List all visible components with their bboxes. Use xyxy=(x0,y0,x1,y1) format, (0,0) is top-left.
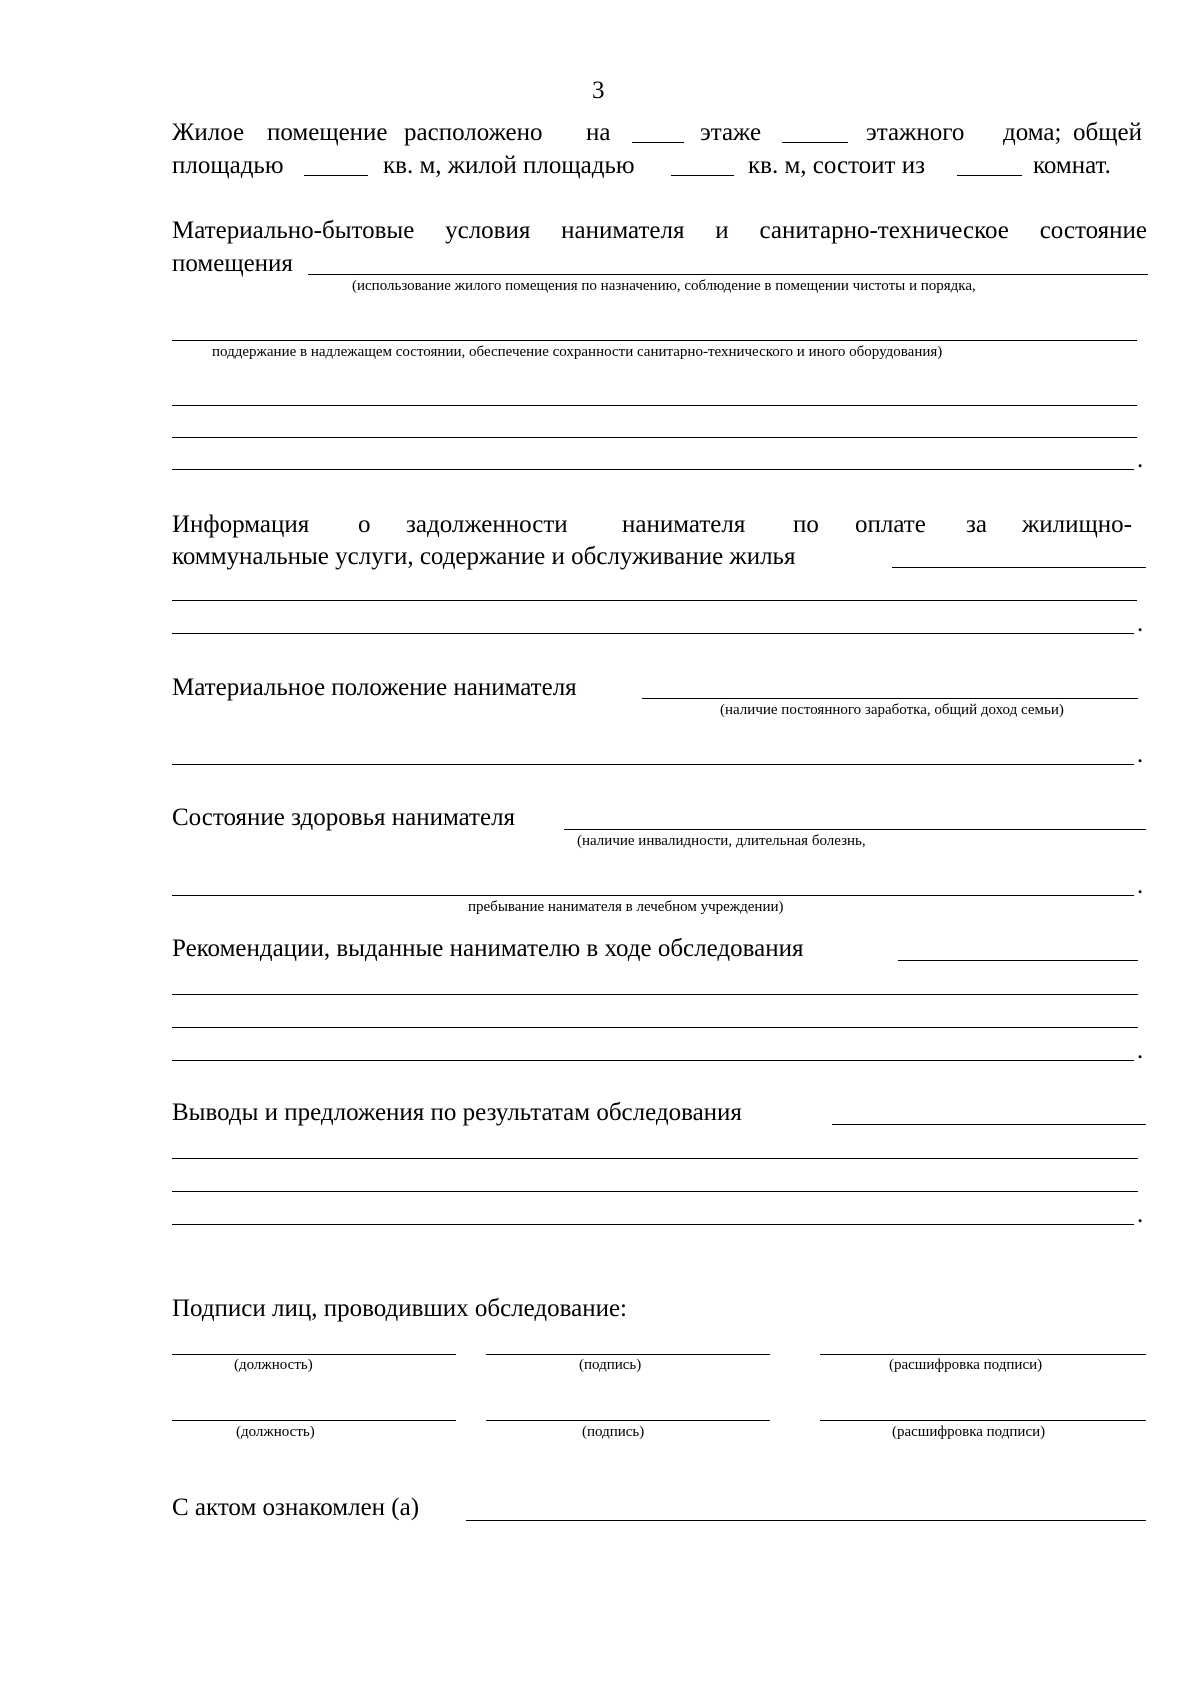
signature-row1-decoding-field[interactable] xyxy=(820,1354,1146,1355)
debt-line1-w5: по xyxy=(793,511,819,538)
debt-line1-w7: за xyxy=(966,511,987,538)
recommendations-label: Рекомендации, выданные нанимателю в ходе обследования xyxy=(172,935,804,962)
dwelling-line2-area-label: площадью xyxy=(172,152,284,179)
debt-line1-w3: задолженности xyxy=(406,511,568,538)
debt-field-1[interactable] xyxy=(892,567,1146,568)
signature-row1-decoding-caption: (расшифровка подписи) xyxy=(889,1357,1043,1373)
dwelling-line1-w1: Жилое xyxy=(172,119,245,146)
dwelling-line1-w2: помещение xyxy=(267,119,388,146)
health-label: Состояние здоровья нанимателя xyxy=(172,804,516,831)
dwelling-line2-end: комнат. xyxy=(1033,152,1111,179)
financial-label: Материальное положение нанимателя xyxy=(172,674,577,701)
conditions-field-1[interactable] xyxy=(308,274,1148,275)
conditions-end-mark: . xyxy=(1137,446,1144,473)
dwelling-line1-w7: дома; xyxy=(1003,119,1062,146)
health-note-1: (наличие инвалидности, длительная болезнь, xyxy=(577,833,866,849)
dwelling-line1-w4: на xyxy=(586,119,611,146)
health-field-1[interactable] xyxy=(564,829,1146,830)
signature-row2-signature-caption: (подпись) xyxy=(582,1424,645,1440)
floor-field[interactable] xyxy=(632,142,684,143)
conditions-note-2: поддержание в надлежащем состоянии, обеспечение сохранности санитарно-технического и иного оборудования) xyxy=(212,344,943,360)
conditions-line1: Материально-бытовые условия нанимателя и санитарно-техническое состояние xyxy=(172,217,1147,244)
signature-row1-signature-field[interactable] xyxy=(486,1354,770,1355)
health-note-2: пребывание нанимателя в лечебном учреждении) xyxy=(468,899,784,915)
rooms-field[interactable] xyxy=(957,175,1022,176)
signature-row2-decoding-field[interactable] xyxy=(820,1420,1146,1421)
debt-line1-w8: жилищно- xyxy=(1022,511,1132,538)
debt-line1-w4: нанимателя xyxy=(622,511,746,538)
conditions-field-3[interactable] xyxy=(172,405,1137,406)
conclusions-field-3[interactable] xyxy=(172,1191,1138,1192)
debt-line2-label: коммунальные услуги, содержание и обслуживание жилья xyxy=(172,543,796,570)
financial-field-2[interactable] xyxy=(172,764,1134,765)
floors-total-field[interactable] xyxy=(782,142,848,143)
dwelling-line2-rooms-label: кв. м, состоит из xyxy=(748,152,925,179)
dwelling-line1-w8: общей xyxy=(1073,119,1142,146)
signature-row2-decoding-caption: (расшифровка подписи) xyxy=(892,1424,1046,1440)
financial-note: (наличие постоянного заработка, общий доход семьи) xyxy=(720,702,1064,718)
conclusions-field-1[interactable] xyxy=(832,1124,1146,1125)
conditions-note-1: (использование жилого помещения по назначению, соблюдение в помещении чистоты и порядка, xyxy=(352,278,976,294)
debt-end-mark: . xyxy=(1137,610,1144,637)
health-field-2[interactable] xyxy=(172,895,1134,896)
conclusions-field-2[interactable] xyxy=(172,1158,1138,1159)
conditions-field-5[interactable] xyxy=(172,469,1134,470)
signature-row2-position-caption: (должность) xyxy=(236,1424,315,1440)
page-number: 3 xyxy=(592,77,605,104)
debt-line1-w2: о xyxy=(358,511,371,538)
health-end-mark: . xyxy=(1137,872,1144,899)
signature-row1-position-caption: (должность) xyxy=(234,1357,313,1373)
financial-field-1[interactable] xyxy=(642,698,1138,699)
signature-row2-position-field[interactable] xyxy=(172,1420,456,1421)
debt-field-2[interactable] xyxy=(172,600,1137,601)
signature-row1-signature-caption: (подпись) xyxy=(579,1357,642,1373)
dwelling-line2-living-label: кв. м, жилой площадью xyxy=(383,152,635,179)
debt-line1-w1: Информация xyxy=(172,511,310,538)
living-area-field[interactable] xyxy=(671,175,734,176)
dwelling-line1-w6: этажного xyxy=(866,119,965,146)
recommendations-field-1[interactable] xyxy=(898,960,1138,961)
acknowledged-field[interactable] xyxy=(466,1520,1146,1521)
signature-row2-signature-field[interactable] xyxy=(486,1420,770,1421)
conditions-line2-label: помещения xyxy=(172,250,293,277)
conditions-field-4[interactable] xyxy=(172,437,1137,438)
debt-line1-w6: оплате xyxy=(855,511,926,538)
signatures-label: Подписи лиц, проводивших обследование: xyxy=(172,1295,627,1322)
recommendations-field-3[interactable] xyxy=(172,1027,1138,1028)
total-area-field[interactable] xyxy=(304,175,368,176)
conclusions-end-mark: . xyxy=(1137,1201,1144,1228)
financial-end-mark: . xyxy=(1137,741,1144,768)
conditions-field-2[interactable] xyxy=(172,340,1137,341)
dwelling-line1-w3: расположено xyxy=(404,119,543,146)
recommendations-end-mark: . xyxy=(1137,1037,1144,1064)
recommendations-field-2[interactable] xyxy=(172,994,1138,995)
conclusions-field-4[interactable] xyxy=(172,1224,1134,1225)
debt-field-3[interactable] xyxy=(172,633,1134,634)
conclusions-label: Выводы и предложения по результатам обследования xyxy=(172,1099,742,1126)
dwelling-line1-w5: этаже xyxy=(700,119,762,146)
recommendations-field-4[interactable] xyxy=(172,1060,1134,1061)
signature-row1-position-field[interactable] xyxy=(172,1354,456,1355)
acknowledged-label: С актом ознакомлен (а) xyxy=(172,1494,420,1521)
